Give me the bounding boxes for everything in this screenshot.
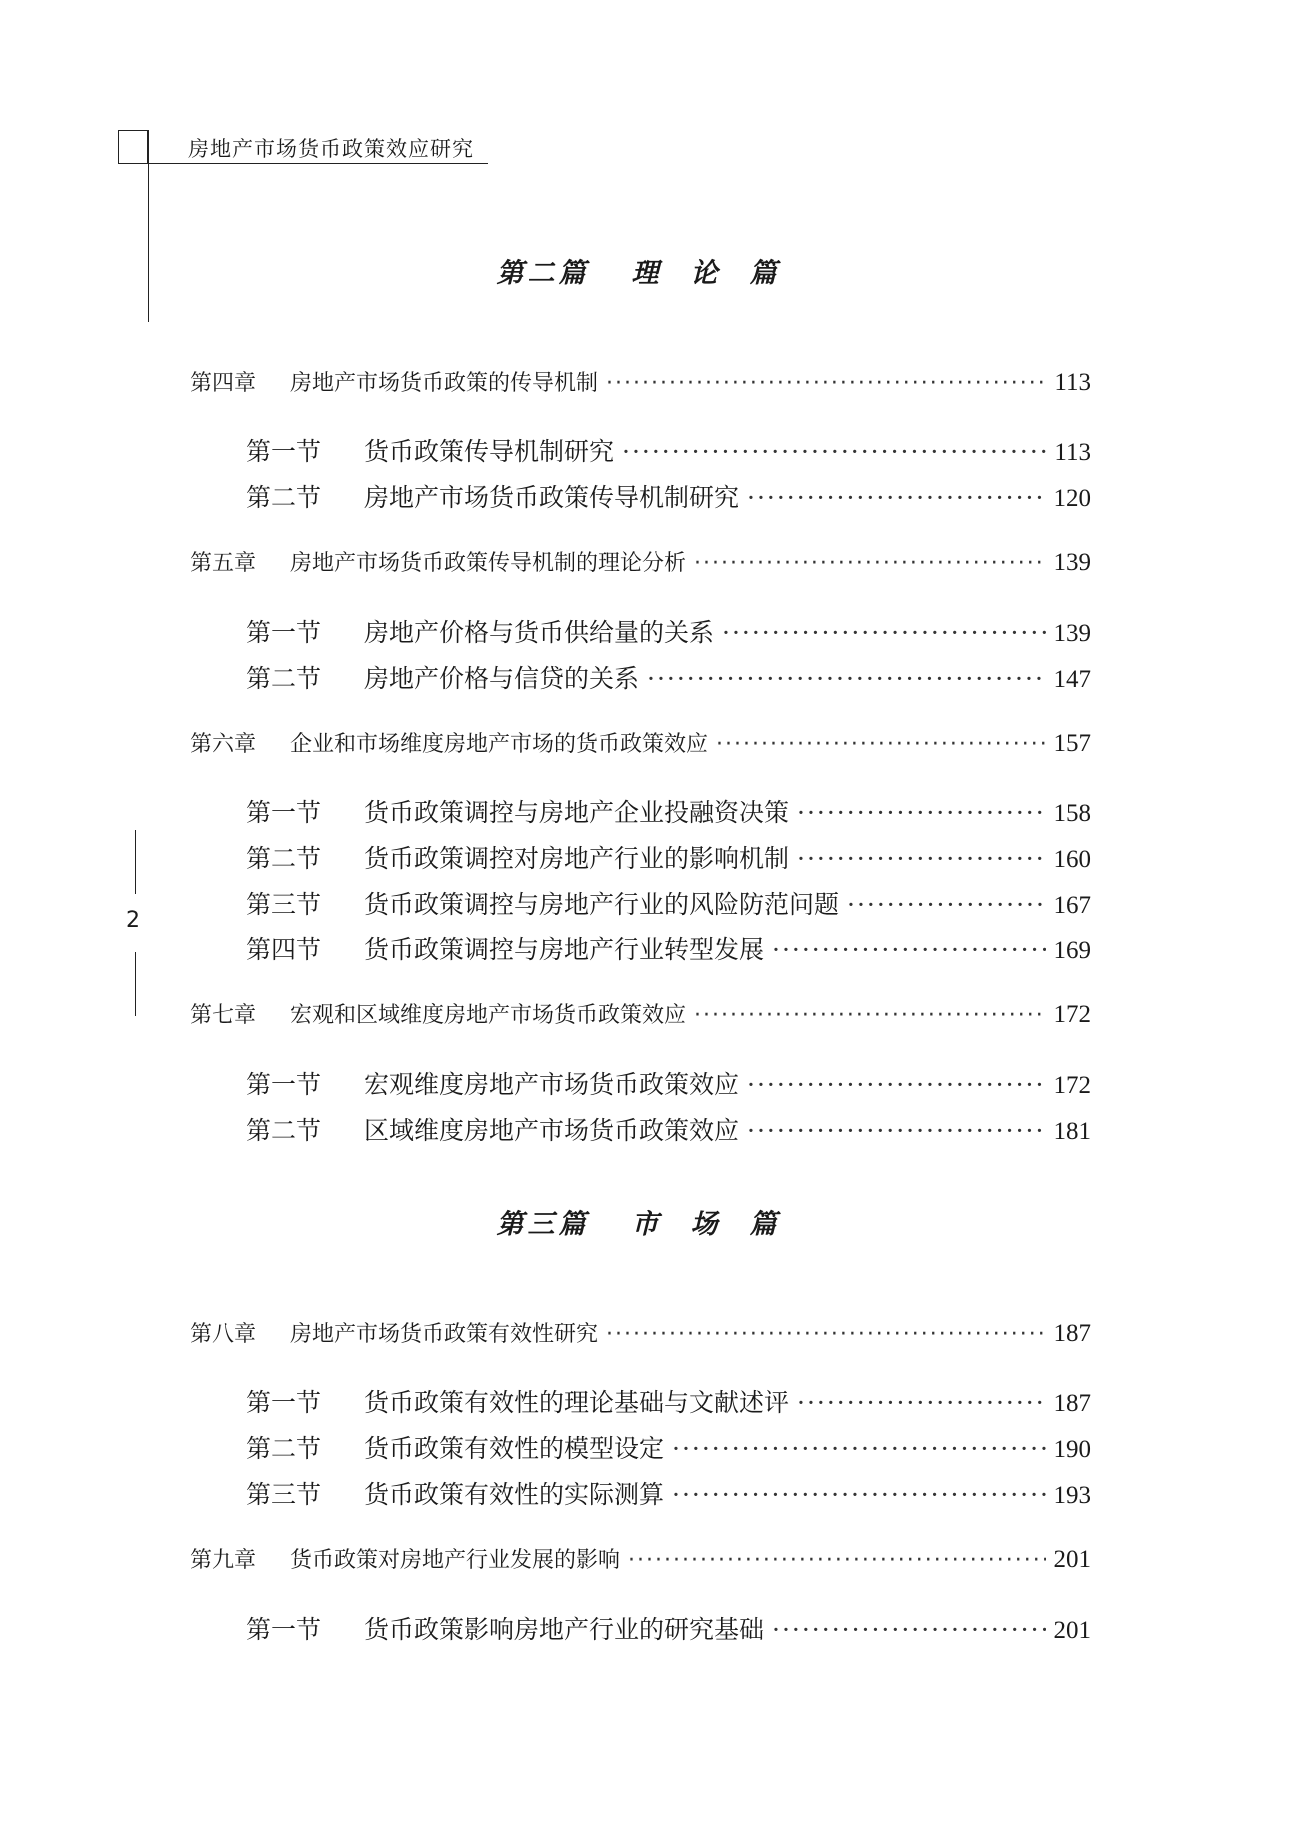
page-ref: 160 <box>1053 846 1091 873</box>
section-title: 货币政策影响房地产行业的研究基础 <box>364 1615 765 1644</box>
toc-chapter-entry[interactable] <box>190 546 1091 577</box>
leader-dots <box>694 551 1045 576</box>
part-heading <box>0 1202 1291 1241</box>
page-ref: 201 <box>1053 1617 1091 1644</box>
part-title-char: 篇 <box>749 258 781 289</box>
toc-chapter-entry[interactable] <box>190 727 1091 758</box>
leader-dots <box>772 935 1045 964</box>
leader-dots <box>797 1388 1045 1417</box>
section-title: 货币政策有效性的模型设定 <box>364 1434 665 1463</box>
page-ref: 187 <box>1053 1320 1091 1347</box>
section-title: 货币政策调控与房地产行业转型发展 <box>364 935 765 964</box>
page-ref: 172 <box>1053 1001 1091 1028</box>
section-title: 货币政策调控与房地产行业的风险防范问题 <box>364 890 840 919</box>
toc-chapter-entry[interactable] <box>190 1317 1091 1348</box>
leader-dots <box>747 1070 1045 1099</box>
section-title: 房地产市场货币政策传导机制研究 <box>364 483 740 512</box>
page-ref: 113 <box>1054 439 1091 466</box>
section-number: 第一节 <box>246 798 322 827</box>
part-label: 第二篇 <box>496 258 590 289</box>
page-ref: 201 <box>1053 1546 1091 1573</box>
section-number: 第一节 <box>246 437 322 466</box>
leader-dots <box>647 664 1045 693</box>
page-ref: 157 <box>1053 730 1091 757</box>
toc-section-entry[interactable] <box>246 659 1091 695</box>
chapter-number: 第五章 <box>190 551 257 576</box>
chapter-number: 第八章 <box>190 1322 257 1347</box>
part-heading <box>0 251 1291 290</box>
section-number: 第二节 <box>246 1116 322 1145</box>
toc-section-entry[interactable] <box>246 1610 1091 1646</box>
page-ref: 139 <box>1053 549 1091 576</box>
page-ref: 172 <box>1053 1072 1091 1099</box>
section-number: 第一节 <box>246 1388 322 1417</box>
section-number: 第一节 <box>246 1070 322 1099</box>
chapter-title: 房地产市场货币政策的传导机制 <box>290 371 599 396</box>
leader-dots <box>672 1480 1045 1509</box>
section-title: 宏观维度房地产市场货币政策效应 <box>364 1070 740 1099</box>
chapter-title: 房地产市场货币政策有效性研究 <box>290 1322 599 1347</box>
toc-section-entry[interactable] <box>246 1475 1091 1511</box>
toc-section-entry[interactable] <box>246 432 1091 468</box>
section-number: 第二节 <box>246 844 322 873</box>
part-title-char: 论 <box>690 258 722 289</box>
section-number: 第二节 <box>246 1434 322 1463</box>
chapter-title: 货币政策对房地产行业发展的影响 <box>290 1548 621 1573</box>
page-ref: 193 <box>1053 1482 1091 1509</box>
section-number: 第四节 <box>246 935 322 964</box>
section-number: 第二节 <box>246 664 322 693</box>
leader-dots <box>772 1615 1045 1644</box>
page-ref: 187 <box>1053 1390 1091 1417</box>
leader-dots <box>722 618 1045 647</box>
toc-chapter-entry[interactable] <box>190 366 1091 397</box>
toc-section-entry[interactable] <box>246 839 1091 875</box>
toc-section-entry[interactable] <box>246 613 1091 649</box>
header-vertical-rule <box>148 130 149 322</box>
page-ref: 169 <box>1053 937 1091 964</box>
leader-dots <box>847 890 1045 919</box>
toc-section-entry[interactable] <box>246 793 1091 829</box>
leader-dots <box>797 798 1045 827</box>
leader-dots <box>606 371 1046 396</box>
leader-dots <box>797 844 1045 873</box>
leader-dots <box>694 1003 1045 1028</box>
toc-section-entry[interactable] <box>246 1065 1091 1101</box>
leader-dots <box>672 1434 1045 1463</box>
page-ref: 113 <box>1054 369 1091 396</box>
toc-chapter-entry[interactable] <box>190 998 1091 1029</box>
section-title: 货币政策调控对房地产行业的影响机制 <box>364 844 790 873</box>
toc-section-entry[interactable] <box>246 1429 1091 1465</box>
part-title-char: 篇 <box>749 1209 781 1240</box>
toc-chapter-entry[interactable] <box>190 1543 1091 1574</box>
section-title: 房地产价格与货币供给量的关系 <box>364 618 715 647</box>
chapter-title: 宏观和区域维度房地产市场货币政策效应 <box>290 1003 687 1028</box>
section-title: 货币政策有效性的实际测算 <box>364 1480 665 1509</box>
section-number: 第二节 <box>246 483 322 512</box>
section-number: 第三节 <box>246 890 322 919</box>
chapter-title: 房地产市场货币政策传导机制的理论分析 <box>290 551 687 576</box>
chapter-number: 第六章 <box>190 732 257 757</box>
toc-section-entry[interactable] <box>246 1383 1091 1419</box>
page-ref: 158 <box>1053 800 1091 827</box>
header-corner-box <box>118 130 148 164</box>
page-ref: 167 <box>1053 892 1091 919</box>
chapter-number: 第九章 <box>190 1548 257 1573</box>
section-title: 货币政策调控与房地产企业投融资决策 <box>364 798 790 827</box>
section-title: 货币政策有效性的理论基础与文献述评 <box>364 1388 790 1417</box>
chapter-number: 第四章 <box>190 371 257 396</box>
section-number: 第三节 <box>246 1480 322 1509</box>
toc-section-entry[interactable] <box>246 478 1091 514</box>
page-ref: 190 <box>1053 1436 1091 1463</box>
page-number-rule-bottom <box>135 952 136 1016</box>
part-title-char: 市 <box>631 1209 663 1240</box>
page-ref: 120 <box>1053 485 1091 512</box>
page-ref: 181 <box>1053 1118 1091 1145</box>
section-number: 第一节 <box>246 1615 322 1644</box>
running-header-title: 房地产市场货币政策效应研究 <box>188 137 474 161</box>
toc-section-entry[interactable] <box>246 885 1091 921</box>
toc-section-entry[interactable] <box>246 1111 1091 1147</box>
chapter-number: 第七章 <box>190 1003 257 1028</box>
leader-dots <box>606 1322 1045 1347</box>
section-title: 货币政策传导机制研究 <box>364 437 615 466</box>
part-label: 第三篇 <box>496 1209 590 1240</box>
page-number: 2 <box>126 908 140 933</box>
part-title-char: 场 <box>690 1209 722 1240</box>
section-title: 房地产价格与信贷的关系 <box>364 664 640 693</box>
section-title: 区域维度房地产市场货币政策效应 <box>364 1116 740 1145</box>
leader-dots <box>628 1548 1045 1573</box>
page-ref: 147 <box>1053 666 1091 693</box>
page-number-rule-top <box>135 830 136 894</box>
part-title-char: 理 <box>631 258 663 289</box>
section-number: 第一节 <box>246 618 322 647</box>
chapter-title: 企业和市场维度房地产市场的货币政策效应 <box>290 732 709 757</box>
page-ref: 139 <box>1053 620 1091 647</box>
leader-dots <box>747 1116 1045 1145</box>
leader-dots <box>716 732 1045 757</box>
leader-dots <box>747 483 1045 512</box>
leader-dots <box>622 437 1046 466</box>
toc-section-entry[interactable] <box>246 930 1091 966</box>
header-rule <box>118 163 488 164</box>
